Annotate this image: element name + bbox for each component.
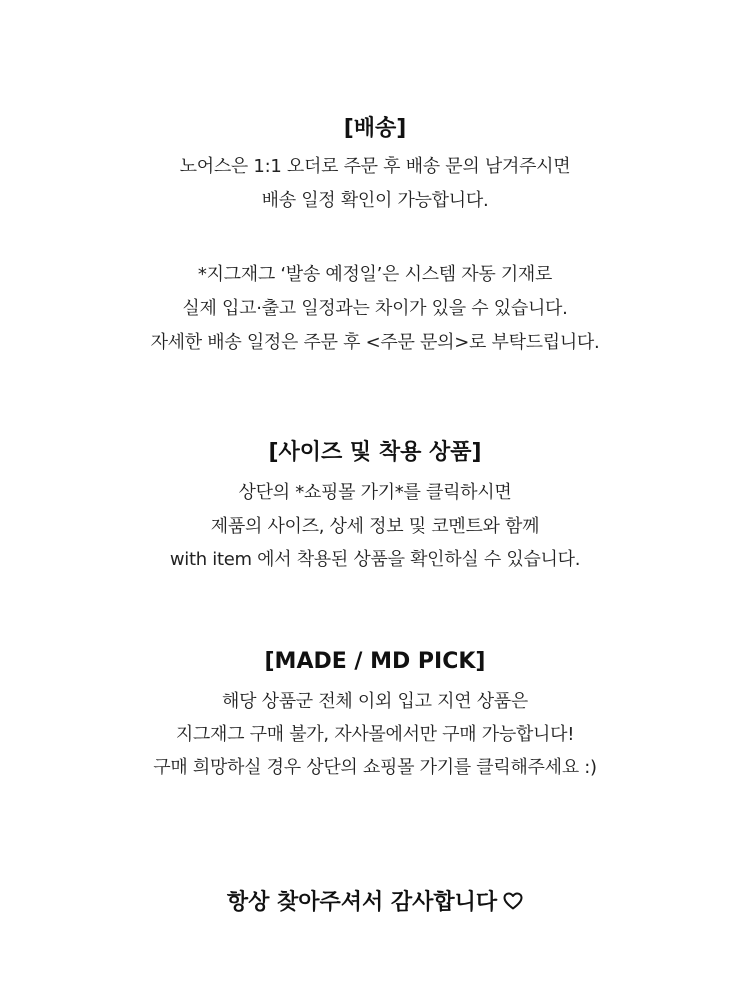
size-text-line-3: with item 에서 착용된 상품을 확인하실 수 있습니다. (169, 549, 581, 570)
shipping-note-line-2: 실제 입고·출고 일정과는 차이가 있을 수 있습니다. (182, 298, 568, 319)
shipping-text-line-1: 노어스은 1:1 오더로 주문 후 배송 문의 남겨주시면 (179, 156, 571, 177)
shipping-note-line-1: *지그재그 ‘발송 예정일’은 시스템 자동 기재로 (197, 264, 553, 285)
shipping-note-line-3: 자세한 배송 일정은 주문 후 <주문 문의>로 부탁드립니다. (150, 332, 600, 353)
section-title-made-md-pick: [MADE / MD PICK] (264, 649, 486, 674)
made-text-line-2: 지그재그 구매 불가, 자사몰에서만 구매 가능합니다! (175, 724, 575, 745)
made-text-line-3: 구매 희망하실 경우 상단의 쇼핑몰 가기를 클릭해주세요 :) (153, 757, 597, 778)
thanks-message (0, 888, 750, 918)
section-title-shipping: [배송] (343, 116, 407, 141)
heart-outline-icon (503, 888, 523, 918)
size-text-line-1: 상단의 *쇼핑몰 가기*를 클릭하시면 (238, 482, 512, 503)
thanks-text: 항상 찾아주셔서 감사합니다 (226, 890, 498, 915)
section-title-size: [사이즈 및 착용 상품] (268, 440, 482, 465)
size-text-line-2: 제품의 사이즈, 상세 정보 및 코멘트와 함께 (210, 516, 540, 537)
made-text-line-1: 해당 상품군 전체 이외 입고 지연 상품은 (222, 691, 528, 712)
shipping-text-line-2: 배송 일정 확인이 가능합니다. (261, 190, 489, 211)
